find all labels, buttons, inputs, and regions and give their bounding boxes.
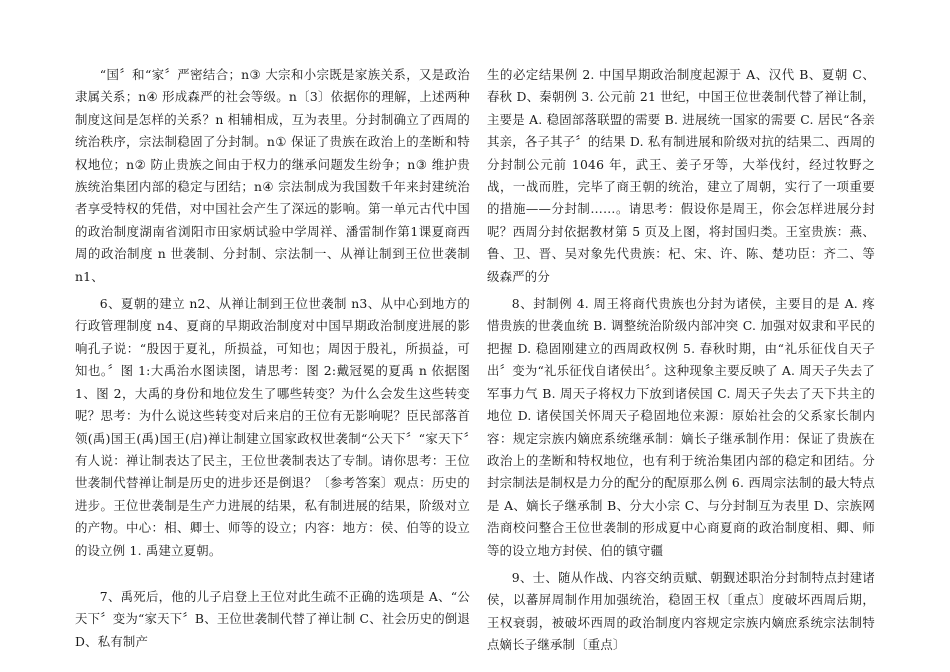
right-paragraph-2: 8、封制例 4. 周王将商代贵族也分封为诸侯，主要目的是 A. 疼惜贵族的世袭血统 B. 调整统治阶级内部冲突 C. 加强对奴隶和平民的把握 D. 稳固刚建立的西周政权例 5. 春秋时期，由“礼乐征伐自天子出〞变为“礼乐征伐自诸侯出〞。这种现象主要反映了 A. 周天子失去了军事力气 B. 周天子将权力下放到诸侯国 C. 周天子失去了天下共主的地位 D. 诸侯国关怀周天子稳固地位来源：原始社会的父系家长制内容：规定宗族内嫡庶系统继承制：嫡长子继承制作用：保证了贵族在政治上的垄断和特权地位，也有利于统治集团内部的稳定和团结。分封宗制法是制权是力分的配分的配原那么例 6. 西周宗法制的最大特点是 A、嫡长子继承制 B、分大小宗 C、与分封制互为表里 D、宗族网浩商校问整合王位世袭制的形成夏中心商夏商的政治制度相、卿、师等的设立地方封侯、伯的镇守疆 [487, 296, 875, 558]
right-column [487, 64, 875, 657]
right-paragraph-3: 9、士、随从作战、内容交纳贡赋、朝觐述职治分封制特点封建诸侯，以蕃屏周制作用加强统治，稳固王权〔重点〕度破坏西周后期，王权衰弱，被破坏西周的政治制度内容规定宗族内嫡庶系统宗法制特点嫡长子继承制〔重点〕 [487, 569, 875, 653]
left-column [75, 64, 470, 653]
left-paragraph-3: 7、禹死后，他的儿子启登上王位对此生疏不正确的选项是 A、“公天下〞变为“家天下〞B、王位世袭制代替了禅让制 C、社会历史的倒退 D、私有制产 [75, 588, 470, 649]
left-paragraph-2: 6、夏朝的建立 n2、从禅让制到王位世袭制 n3、从中心到地方的行政管理制度 n4、夏商的早期政治制度对中国早期政治制度进展的影响孔子说：“殷因于夏礼，所损益，可知也；周因于殷礼，所损益，可知也。〞图 1:大禹治水图读图，请思考：图 2:戴冠冕的夏禹 n 依据图 1、图 2，大禹的身份和地位发生了哪些转变？为什么会发生这些转变呢？思考：为什么说这些转变对后来启的王位有无影响呢？臣民部落首领(禹)国王(禹)国王(启)禅让制建立国家政权世袭制“公天下〞“家天下〞有人说：禅让制表达了民主，王位世袭制表达了专制。请你思考：王位世袭制代替禅让制是历史的进步还是倒退？〔参考答案〕观点：历史的进步。王位世袭制是生产力进展的结果，私有制进展的结果，阶级对立的产物。中心：相、卿士、师等的设立；内容：地方：侯、伯等的设立的设立例 1. 禹建立夏朝。 [75, 296, 470, 558]
left-paragraph-1: “国〞和“家〞严密结合；n③ 大宗和小宗既是家族关系，又是政治隶属关系；n④ 形成森严的社会等级。n〔3〕依据你的理解，上述两种制度这间是怎样的关系？n 相辅相成，互为表里。分封制确立了西周的统治秩序，宗法制稳固了分封制。n① 保证了贵族在政治上的垄断和特权地位；n② 防止贵族之间由于权力的继承问题发生纷争；n③ 维护贵族统治集团内部的稳定与团结；n④ 宗法制成为我国数千年来封建统治者享受特权的凭借，对中国社会产生了深远的影响。第一单元古代中国的政治制度湖南省浏阳市田家炳试验中学周祥、潘雷制作第1课夏商西周的政治制度 n 世袭制、分封制、宗法制一、从禅让制到王位世袭制 n1、 [75, 67, 470, 284]
right-paragraph-1: 生的必定结果例 2. 中国早期政治制度起源于 A、汉代 B、夏朝 C、春秋 D、秦朝例 3. 公元前 21 世纪，中国王位世袭制代替了禅让制，主要是 A. 稳固部落联盟的需要 B. 进展统一国家的需要 C. 居民“各亲其亲，各子其子〞的结果 D. 私有制进展和阶级对抗的结果二、西周的分封制公元前 1046 年，武王、姜子牙等，大举伐纣，经过牧野之战，一战而胜，完毕了商王朝的统治，建立了周朝，实行了一项重要的措施——分封制……。请思考：假设你是周王，你会怎样进展分封呢？西周分封依据教材第 5 页及上图，将封国归类。王室贵族：燕、鲁、卫、晋、吴对象先代贵族：杞、宋、许、陈、楚功臣：齐二、等级森严的分 [487, 67, 875, 284]
paragraph-gap [75, 562, 470, 586]
